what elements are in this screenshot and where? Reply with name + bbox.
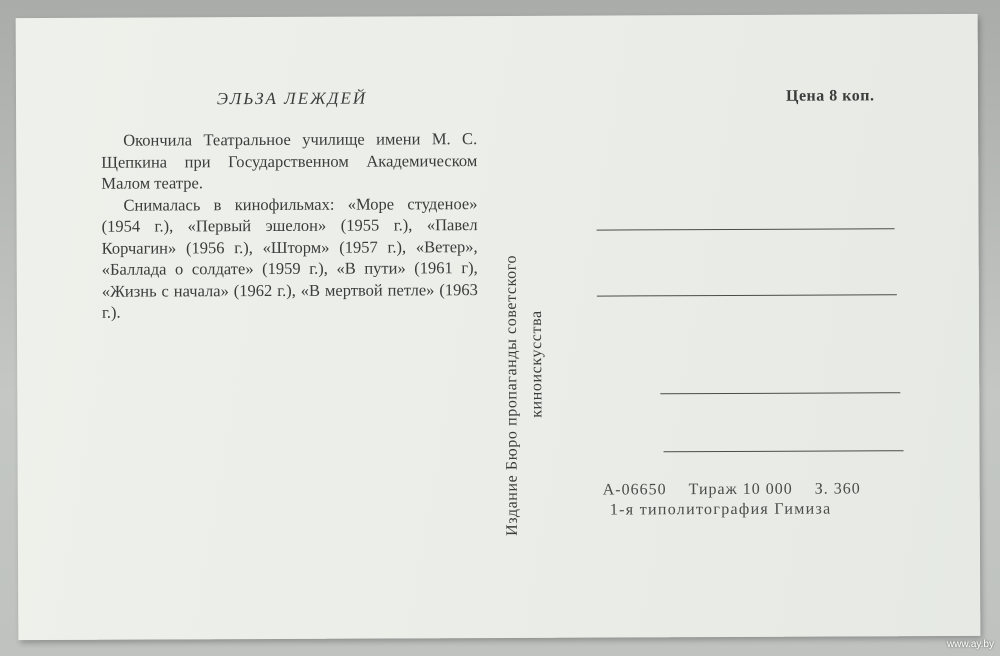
actress-name-title: ЭЛЬЗА ЛЕЖДЕЙ: [216, 88, 368, 109]
site-watermark: www.ay.by: [946, 639, 994, 650]
address-line-1: [597, 228, 895, 230]
publisher-line-2: киноискусства: [527, 310, 546, 418]
printer-name: 1-я типолитография Гимиза: [609, 500, 832, 519]
filmography-paragraph: Снималась в кинофильмах: «Море студеное» (1954 г.), «Первый эшелон» (1955 г.), «Павел Корчагин» (1956 г.), «Шторм» (1957 г.), «Ветер», «Баллада о солдате» (1959 г.), «В пути» (1961 г), «Жизнь с начала» (1962 г.), «В мертвой петле» (1963 г.).: [101, 193, 478, 322]
address-line-4: [664, 450, 904, 452]
address-line-3: [660, 392, 900, 394]
print-run: Тираж 10 000: [688, 480, 793, 499]
postcard: [16, 14, 981, 640]
education-paragraph: Окончила Театральное училище имени М. С. Щепкина при Государственном Академическом Малом театре.: [101, 129, 478, 193]
print-info: [603, 480, 861, 499]
publisher-line-1: Издание Бюро пропаганды советского: [502, 254, 521, 536]
print-code: А-06650: [602, 481, 667, 499]
price-label: Цена 8 коп.: [785, 87, 875, 105]
order-number: З. 360: [814, 480, 861, 498]
biography-text: [101, 128, 478, 323]
address-line-2: [597, 294, 897, 296]
